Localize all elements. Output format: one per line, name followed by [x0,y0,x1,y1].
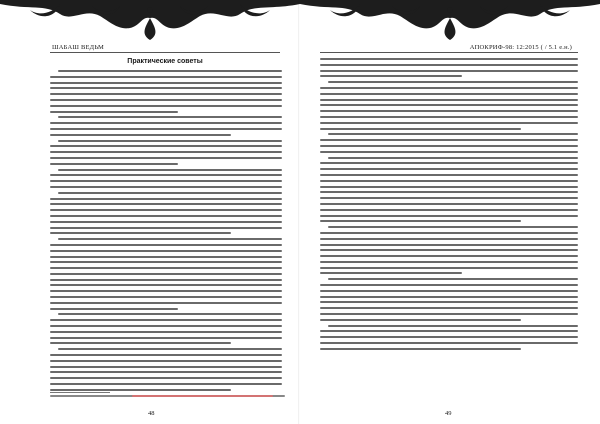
running-header: АПОКРИФ-98: 12:2015 ( / 5.1 е.н.) [469,44,572,51]
running-header: ШАБАШ ВЕДЬМ [52,44,104,51]
footnote-link[interactable] [132,395,273,397]
body-text [50,70,282,395]
footnote-rule [50,392,110,393]
header-rule [320,52,578,53]
body-text [320,58,578,354]
header-rule [50,52,280,53]
section-title: Практические советы [127,58,203,65]
right-page [300,0,600,424]
baroque-flourish-icon [0,0,300,40]
footnote [50,395,285,397]
page-number: 49 [445,410,452,417]
page-number: 48 [148,410,155,417]
baroque-flourish-icon [300,0,600,40]
